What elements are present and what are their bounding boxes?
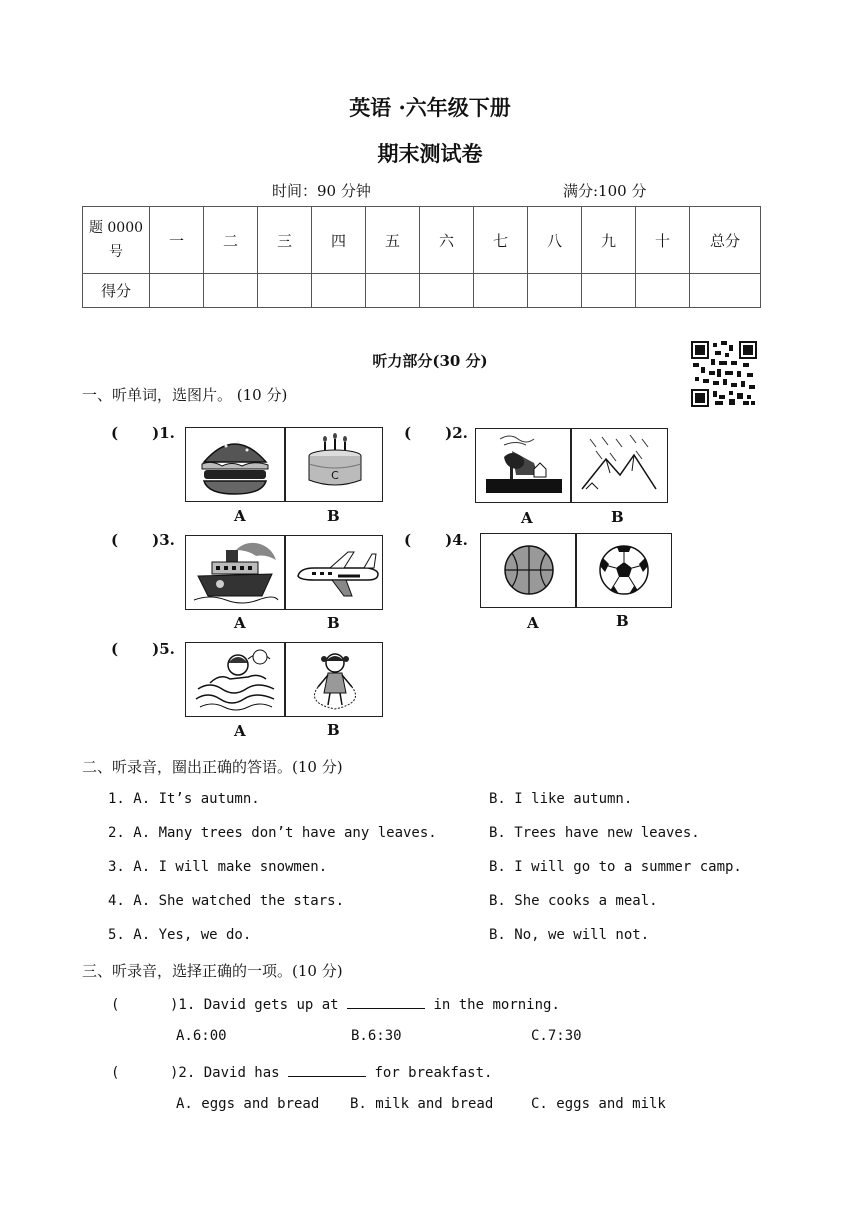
ship-icon — [190, 536, 280, 609]
option-b[interactable]: B. No, we will not. — [489, 927, 650, 943]
option-b[interactable]: B. She cooks a meal. — [489, 893, 658, 909]
label-a: A — [234, 614, 246, 632]
score-table-header-cell: 三 — [258, 207, 312, 274]
answer-paren[interactable]: ( )1. — [111, 997, 196, 1013]
paren-open: ( — [404, 531, 412, 549]
label-a: A — [521, 509, 533, 527]
picture-pair-2 — [475, 428, 668, 503]
page-subtitle: 期末测试卷 — [377, 141, 483, 166]
svg-text:C: C — [331, 469, 339, 482]
option-b[interactable]: B. I will go to a summer camp. — [489, 859, 742, 875]
option-b[interactable]: B. I like autumn. — [489, 791, 633, 807]
label-a: A — [234, 507, 246, 525]
hamburger-icon — [192, 428, 278, 501]
option-b[interactable]: B. Trees have new leaves. — [489, 825, 700, 841]
score-table-header-cell: 十 — [636, 207, 690, 274]
score-cell[interactable] — [204, 274, 258, 308]
label-b: B — [616, 612, 629, 630]
answer-blank[interactable] — [288, 1062, 366, 1077]
option[interactable]: C.7:30 — [531, 1028, 582, 1044]
option-a[interactable]: 5. A. Yes, we do. — [108, 927, 252, 943]
label-b: B — [327, 721, 340, 739]
option-a[interactable]: 3. A. I will make snowmen. — [108, 859, 328, 875]
score-cell[interactable] — [420, 274, 474, 308]
picture-pair-4 — [480, 533, 672, 608]
score-table — [82, 206, 761, 308]
item-number: )1. — [152, 424, 175, 442]
football-icon — [581, 534, 667, 607]
score-cell[interactable] — [366, 274, 420, 308]
listening-heading: 听力部分(30 分) — [372, 352, 488, 370]
score-table-header-cell: 五 — [366, 207, 420, 274]
qr-code-icon — [691, 341, 757, 407]
item-number: )4. — [445, 531, 468, 549]
score-table-header-cell: 二 — [204, 207, 258, 274]
paren-open: ( — [111, 640, 119, 658]
option[interactable]: B.6:30 — [351, 1028, 402, 1044]
label-a: A — [527, 614, 539, 632]
answer-paren-3[interactable] — [111, 531, 175, 549]
jumping-rope-icon — [290, 643, 380, 716]
option[interactable]: B. milk and bread — [350, 1096, 494, 1112]
score-row-label: 得分 — [83, 274, 150, 308]
basketball-icon — [487, 534, 571, 607]
label-b: B — [327, 614, 340, 632]
score-cell[interactable] — [474, 274, 528, 308]
windy-scene-icon — [482, 429, 566, 502]
cell-text: 题 0000 号 — [88, 220, 144, 260]
picture-pair-5 — [185, 642, 383, 717]
answer-paren-1[interactable] — [111, 424, 175, 442]
score-cell[interactable] — [150, 274, 204, 308]
score-cell[interactable] — [582, 274, 636, 308]
answer-paren-5[interactable] — [111, 640, 175, 658]
option[interactable]: C. eggs and milk — [531, 1096, 666, 1112]
picture-pair-1 — [185, 427, 383, 502]
label-b: B — [611, 508, 624, 526]
score-table-header-cell: 七 — [474, 207, 528, 274]
question-text: for breakfast. — [374, 1065, 493, 1081]
airplane-icon — [290, 536, 380, 609]
question-text: in the morning. — [433, 997, 560, 1013]
score-table-header-cell: 总分 — [690, 207, 761, 274]
option-a[interactable]: 1. A. It’s autumn. — [108, 791, 260, 807]
question-3-2 — [111, 1062, 492, 1081]
score-table-header-cell: 九 — [582, 207, 636, 274]
score-cell[interactable] — [690, 274, 761, 308]
picture-pair-3 — [185, 535, 383, 610]
question-text: David gets up at — [203, 997, 339, 1013]
question-3-1 — [111, 994, 560, 1013]
score-cell[interactable] — [636, 274, 690, 308]
score-table-header-cell: 四 — [312, 207, 366, 274]
option[interactable]: A. eggs and bread — [176, 1096, 320, 1112]
section-1-heading: 一、听单词，选图片。 (10 分) — [82, 386, 288, 404]
score-cell[interactable] — [528, 274, 582, 308]
paren-open: ( — [111, 531, 119, 549]
score-table-header-cell: 六 — [420, 207, 474, 274]
section-3-heading: 三、听录音，选择正确的一项。(10 分) — [82, 962, 343, 980]
score-cell[interactable] — [258, 274, 312, 308]
page-title: 英语 ·六年级下册 — [349, 95, 511, 120]
label-a: A — [234, 722, 246, 740]
exam-full-score: 满分:100 分 — [563, 182, 647, 200]
score-table-header-cell: 一 — [150, 207, 204, 274]
swimming-icon — [190, 643, 280, 716]
answer-paren-4[interactable] — [404, 531, 468, 549]
section-2-heading: 二、听录音，圈出正确的答语。(10 分) — [82, 758, 343, 776]
birthday-cake-icon — [292, 428, 378, 501]
option-a[interactable]: 2. A. Many trees don’t have any leaves. — [108, 825, 437, 841]
item-number: )3. — [152, 531, 175, 549]
option[interactable]: A.6:00 — [176, 1028, 227, 1044]
score-cell[interactable] — [312, 274, 366, 308]
question-text: David has — [203, 1065, 280, 1081]
score-table-header-cell — [83, 207, 150, 274]
rainy-scene-icon — [576, 429, 662, 502]
paren-open: ( — [111, 424, 119, 442]
item-number: )5. — [152, 640, 175, 658]
item-number: )2. — [445, 424, 468, 442]
answer-paren-2[interactable] — [404, 424, 468, 442]
score-table-header-cell: 八 — [528, 207, 582, 274]
answer-paren[interactable]: ( )2. — [111, 1065, 196, 1081]
answer-blank[interactable] — [347, 994, 425, 1009]
option-a[interactable]: 4. A. She watched the stars. — [108, 893, 345, 909]
paren-open: ( — [404, 424, 412, 442]
label-b: B — [327, 507, 340, 525]
exam-time: 时间：90 分钟 — [272, 182, 371, 200]
